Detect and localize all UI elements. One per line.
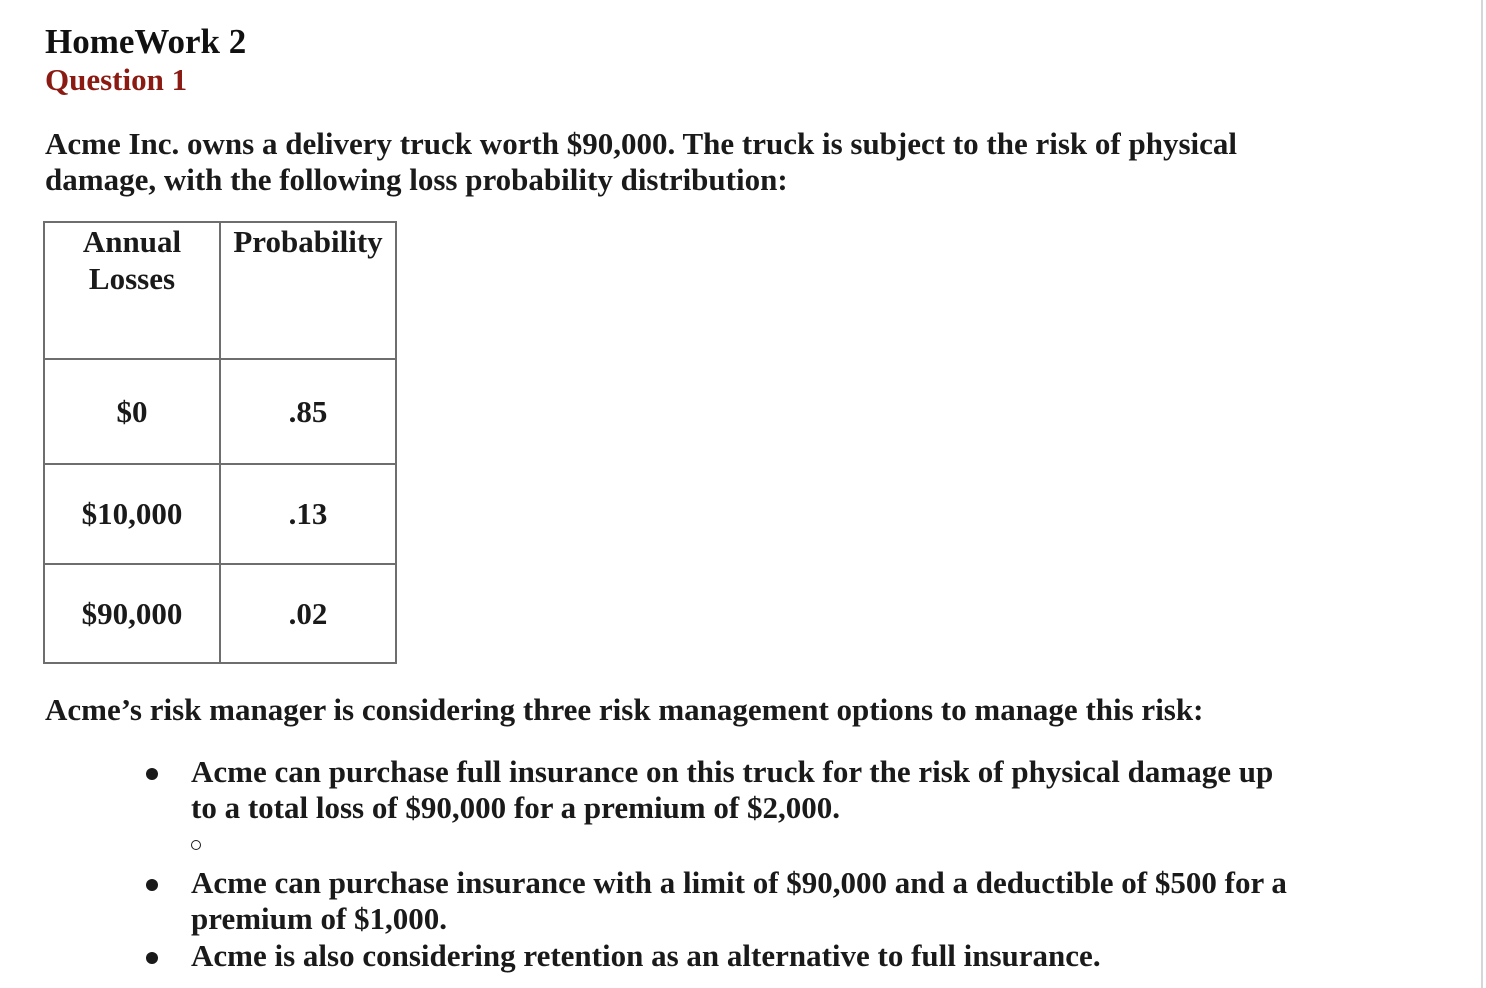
bullet-icon xyxy=(146,879,158,891)
table-cell-loss: $0 xyxy=(44,359,220,464)
table-cell-probability: .13 xyxy=(220,464,396,564)
table-header-probability: Probability xyxy=(220,222,396,359)
table-row xyxy=(44,564,396,663)
option-item: Acme is also considering retention as an alternative to full insurance. xyxy=(191,938,1101,973)
options-intro: Acme’s risk manager is considering three risk management options to manage this risk: xyxy=(45,692,1204,727)
table-row xyxy=(44,464,396,564)
option-item: Acme can purchase insurance with a limit of $90,000 and a deductible of $500 for a premium of $1,000. xyxy=(191,865,1287,936)
table-header-annual-losses: Annual Losses xyxy=(44,222,220,359)
table-cell-loss: $90,000 xyxy=(44,564,220,663)
question-heading: Question 1 xyxy=(45,62,188,97)
document-title: HomeWork 2 xyxy=(45,22,247,61)
option-item: Acme can purchase full insurance on this truck for the risk of physical damage up to a total loss of $90,000 for a premium of $2,000. xyxy=(191,754,1274,825)
intro-paragraph: Acme Inc. owns a delivery truck worth $90,000. The truck is subject to the risk of physical damage, with the following loss probability distribution: xyxy=(45,126,1238,197)
table-row xyxy=(44,359,396,464)
bullet-icon xyxy=(146,952,158,964)
loss-probability-table xyxy=(43,221,397,664)
table-cell-loss: $10,000 xyxy=(44,464,220,564)
empty-circle-bullet-icon xyxy=(191,840,201,850)
table-cell-probability: .85 xyxy=(220,359,396,464)
bullet-icon xyxy=(146,768,158,780)
table-header-row xyxy=(44,222,396,359)
table-cell-probability: .02 xyxy=(220,564,396,663)
